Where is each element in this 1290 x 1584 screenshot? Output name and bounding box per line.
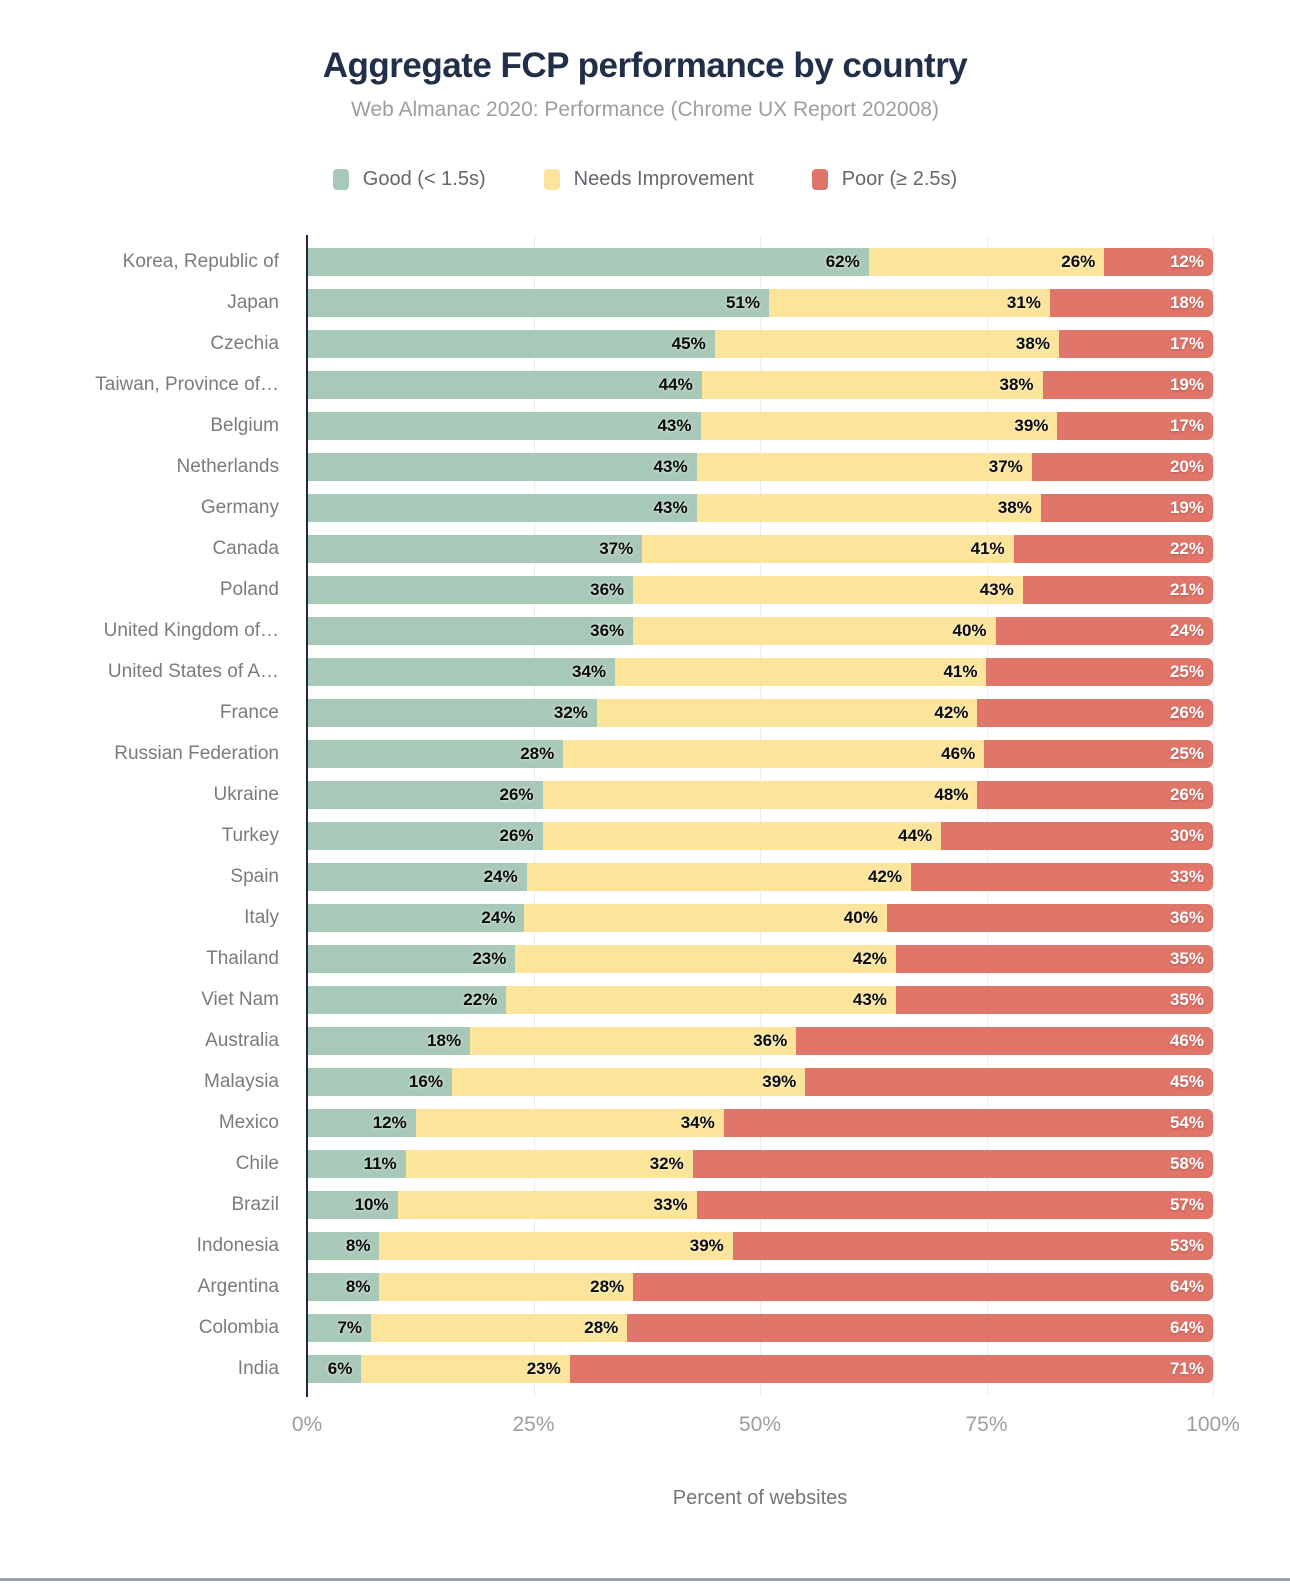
bar-segment[interactable] <box>371 1314 627 1342</box>
bar-segment[interactable] <box>1104 248 1213 276</box>
stacked-bar <box>307 330 1213 358</box>
bar-row <box>0 364 1290 405</box>
bar-segment[interactable] <box>633 1273 1213 1301</box>
bar-segment[interactable] <box>702 371 1043 399</box>
stacked-bar <box>307 904 1213 932</box>
bar-segment[interactable] <box>1057 412 1213 440</box>
bar-segment-value: 71% <box>1169 1358 1204 1378</box>
bar-segment[interactable] <box>1041 494 1213 522</box>
bar-segment-value: 19% <box>1169 497 1204 517</box>
bar-segment[interactable] <box>379 1232 732 1260</box>
bar-row <box>0 897 1290 938</box>
bar-segment[interactable] <box>1023 576 1213 604</box>
bar-segment[interactable] <box>543 822 942 850</box>
bar-segment-value: 24% <box>483 866 518 886</box>
stacked-bar <box>307 576 1213 604</box>
bar-segment-value: 36% <box>753 1030 788 1050</box>
bar-segment-value: 18% <box>1169 292 1204 312</box>
bar-segment-value: 25% <box>1169 743 1204 763</box>
bar-segment-value: 26% <box>1169 784 1204 804</box>
bar-segment[interactable] <box>1059 330 1213 358</box>
bar-row <box>0 405 1290 446</box>
stacked-bar <box>307 1232 1213 1260</box>
bar-segment[interactable] <box>697 494 1041 522</box>
bar-segment[interactable] <box>977 699 1213 727</box>
bar-segment-value: 28% <box>590 1276 625 1296</box>
bar-row <box>0 1348 1290 1389</box>
bar-segment-value: 43% <box>657 415 692 435</box>
stacked-bar <box>307 617 1213 645</box>
bar-row <box>0 282 1290 323</box>
stacked-bar <box>307 658 1213 686</box>
bar-segment[interactable] <box>1014 535 1213 563</box>
bar-segment[interactable] <box>984 740 1213 768</box>
bar-segment-value: 17% <box>1169 415 1204 435</box>
bar-segment-value: 36% <box>590 579 625 599</box>
x-tick-label: 25% <box>512 1413 555 1436</box>
category-label: Korea, Republic of <box>122 250 279 272</box>
bar-segment-value: 8% <box>345 1276 371 1296</box>
bar-segment[interactable] <box>307 658 615 686</box>
bar-segment[interactable] <box>869 248 1105 276</box>
stacked-bar <box>307 699 1213 727</box>
category-label: Viet Nam <box>201 988 279 1010</box>
bar-segment-value: 10% <box>354 1194 389 1214</box>
bar-segment[interactable] <box>307 1027 470 1055</box>
bar-segment[interactable] <box>307 822 543 850</box>
bar-segment-value: 58% <box>1169 1153 1204 1173</box>
bar-row <box>0 487 1290 528</box>
bar-row <box>0 774 1290 815</box>
bar-segment[interactable] <box>515 945 896 973</box>
legend-swatch-icon <box>333 169 349 190</box>
bar-segment-value: 33% <box>1169 866 1204 886</box>
bar-segment-value: 53% <box>1169 1235 1204 1255</box>
bar-segment-value: 64% <box>1169 1276 1204 1296</box>
stacked-bar <box>307 494 1213 522</box>
bar-segment-value: 57% <box>1169 1194 1204 1214</box>
bar-row <box>0 938 1290 979</box>
x-tick-label: 75% <box>965 1413 1008 1436</box>
bar-segment-value: 62% <box>825 251 860 271</box>
bar-segment-value: 46% <box>941 743 976 763</box>
bar-segment[interactable] <box>307 535 642 563</box>
bar-segment-value: 8% <box>345 1235 371 1255</box>
bar-row <box>0 446 1290 487</box>
bar-segment-value: 39% <box>1014 415 1049 435</box>
bar-segment[interactable] <box>307 330 715 358</box>
legend <box>0 168 1290 191</box>
bar-segment-value: 39% <box>689 1235 724 1255</box>
bar-row <box>0 1225 1290 1266</box>
category-label: Poland <box>219 578 279 600</box>
category-label: Japan <box>227 291 279 313</box>
bar-row <box>0 733 1290 774</box>
bar-segment-value: 34% <box>680 1112 715 1132</box>
x-tick-label: 0% <box>291 1413 323 1436</box>
bar-segment-value: 46% <box>1169 1030 1204 1050</box>
bar-segment[interactable] <box>307 617 633 645</box>
bar-segment-value: 23% <box>526 1358 561 1378</box>
bar-segment-value: 19% <box>1169 374 1204 394</box>
bar-segment-value: 51% <box>726 292 761 312</box>
bar-segment[interactable] <box>379 1273 633 1301</box>
stacked-bar <box>307 822 1213 850</box>
bar-segment[interactable] <box>693 1150 1213 1178</box>
bar-segment[interactable] <box>307 289 769 317</box>
bar-segment[interactable] <box>524 904 886 932</box>
bar-row <box>0 1143 1290 1184</box>
legend-swatch-icon <box>812 169 828 190</box>
x-tick-label: 100% <box>1186 1413 1240 1436</box>
stacked-bar <box>307 289 1213 317</box>
category-label: Malaysia <box>204 1070 279 1092</box>
bar-row <box>0 1266 1290 1307</box>
bar-segment-value: 33% <box>653 1194 688 1214</box>
bar-segment[interactable] <box>470 1027 796 1055</box>
x-axis-title: Percent of websites <box>672 1487 848 1509</box>
legend-item[interactable] <box>544 168 754 191</box>
bar-segment-value: 42% <box>867 866 902 886</box>
stacked-bar <box>307 740 1213 768</box>
bar-row <box>0 1061 1290 1102</box>
bar-segment-value: 39% <box>762 1071 797 1091</box>
bar-segment[interactable] <box>563 740 984 768</box>
bar-segment-value: 32% <box>649 1153 684 1173</box>
bar-segment-value: 43% <box>979 579 1014 599</box>
bar-segment-value: 43% <box>653 456 688 476</box>
bar-segment[interactable] <box>633 617 995 645</box>
category-label: Germany <box>200 496 279 518</box>
stacked-bar <box>307 1355 1213 1383</box>
bar-segment[interactable] <box>527 863 911 891</box>
bar-segment[interactable] <box>796 1027 1213 1055</box>
bar-segment-value: 40% <box>843 907 878 927</box>
bar-segment[interactable] <box>307 904 524 932</box>
stacked-bar <box>307 248 1213 276</box>
bar-segment[interactable] <box>627 1314 1213 1342</box>
category-label: Italy <box>244 906 279 928</box>
bar-row <box>0 1307 1290 1348</box>
x-tick-label: 50% <box>738 1413 782 1436</box>
x-axis-ticks <box>0 1397 1290 1441</box>
bar-segment[interactable] <box>1043 371 1213 399</box>
bar-segment[interactable] <box>941 822 1213 850</box>
legend-item[interactable] <box>812 168 957 191</box>
bar-row <box>0 979 1290 1020</box>
bar-segment-value: 44% <box>658 374 693 394</box>
bar-segment-value: 38% <box>1015 333 1050 353</box>
bar-segment[interactable] <box>307 740 563 768</box>
y-axis-line <box>306 235 308 1397</box>
bar-segment[interactable] <box>307 1355 361 1383</box>
stacked-bar <box>307 1027 1213 1055</box>
bar-segment-value: 48% <box>934 784 969 804</box>
category-label: Thailand <box>206 947 279 969</box>
bar-segment[interactable] <box>307 945 515 973</box>
bar-segment-value: 42% <box>934 702 969 722</box>
stacked-bar <box>307 781 1213 809</box>
category-label: France <box>219 701 279 723</box>
bar-segment-value: 21% <box>1169 579 1204 599</box>
bar-row <box>0 856 1290 897</box>
category-label: India <box>237 1357 279 1379</box>
bar-segment-value: 22% <box>1169 538 1204 558</box>
bar-segment-value: 32% <box>553 702 588 722</box>
bar-segment-value: 18% <box>427 1030 462 1050</box>
stacked-bar <box>307 945 1213 973</box>
bar-segment[interactable] <box>307 371 702 399</box>
bar-row <box>0 815 1290 856</box>
plot-area <box>0 235 1290 1397</box>
bar-segment-value: 26% <box>499 825 534 845</box>
chart-title: Aggregate FCP performance by country <box>322 46 968 85</box>
bar-segment-value: 35% <box>1169 948 1204 968</box>
legend-item[interactable] <box>333 168 486 191</box>
category-label: Argentina <box>197 1275 279 1297</box>
bar-row <box>0 241 1290 282</box>
bar-segment[interactable] <box>996 617 1213 645</box>
bar-segment[interactable] <box>1050 289 1213 317</box>
bar-segment-value: 38% <box>997 497 1032 517</box>
category-label: United States of A… <box>107 660 279 682</box>
bar-segment-value: 37% <box>988 456 1023 476</box>
bar-row <box>0 610 1290 651</box>
chart-subtitle: Web Almanac 2020: Performance (Chrome UX Report 202008) <box>351 98 939 121</box>
bar-segment[interactable] <box>715 330 1059 358</box>
bar-segment-value: 31% <box>1006 292 1041 312</box>
bar-segment[interactable] <box>615 658 986 686</box>
bar-segment[interactable] <box>398 1191 697 1219</box>
category-label: Russian Federation <box>114 742 279 764</box>
bar-segment-value: 37% <box>599 538 634 558</box>
bar-segment-value: 38% <box>999 374 1034 394</box>
bars-area <box>0 235 1290 1389</box>
bar-segment-value: 44% <box>898 825 933 845</box>
bar-segment-value: 11% <box>363 1153 397 1173</box>
bar-segment[interactable] <box>307 248 869 276</box>
bar-segment[interactable] <box>896 986 1213 1014</box>
bar-segment[interactable] <box>543 781 978 809</box>
bar-segment[interactable] <box>307 1314 371 1342</box>
bar-segment-value: 22% <box>463 989 498 1009</box>
bar-segment[interactable] <box>911 863 1213 891</box>
bar-segment-value: 26% <box>499 784 534 804</box>
bar-segment[interactable] <box>724 1109 1213 1137</box>
bar-segment-value: 6% <box>327 1358 353 1378</box>
bar-segment[interactable] <box>307 1068 452 1096</box>
stacked-bar <box>307 1191 1213 1219</box>
category-label: Ukraine <box>213 783 279 805</box>
bar-segment-value: 20% <box>1169 456 1204 476</box>
bar-segment[interactable] <box>307 1150 406 1178</box>
bar-segment-value: 43% <box>852 989 887 1009</box>
stacked-bar <box>307 371 1213 399</box>
bar-segment-value: 30% <box>1169 825 1204 845</box>
stacked-bar <box>307 863 1213 891</box>
bar-row <box>0 1184 1290 1225</box>
bar-segment[interactable] <box>406 1150 693 1178</box>
bar-segment-value: 36% <box>1169 907 1204 927</box>
bar-row <box>0 692 1290 733</box>
bar-segment-value: 41% <box>943 661 978 681</box>
category-label: Turkey <box>221 824 279 846</box>
bar-segment[interactable] <box>452 1068 805 1096</box>
bar-segment[interactable] <box>307 412 701 440</box>
legend-label: Needs Improvement <box>573 168 754 190</box>
bar-segment[interactable] <box>697 1191 1213 1219</box>
legend-label: Good (< 1.5s) <box>362 168 486 190</box>
bar-row <box>0 528 1290 569</box>
bar-segment-value: 36% <box>590 620 625 640</box>
bar-segment[interactable] <box>570 1355 1213 1383</box>
bar-segment[interactable] <box>361 1355 569 1383</box>
bar-segment[interactable] <box>307 1273 379 1301</box>
bar-segment[interactable] <box>307 453 697 481</box>
bar-segment[interactable] <box>769 289 1050 317</box>
stacked-bar <box>307 453 1213 481</box>
bar-segment-value: 64% <box>1169 1317 1204 1337</box>
stacked-bar <box>307 1068 1213 1096</box>
category-label: Australia <box>205 1029 279 1051</box>
bar-row <box>0 1102 1290 1143</box>
bar-segment[interactable] <box>887 904 1213 932</box>
bar-segment-value: 41% <box>970 538 1005 558</box>
bar-segment-value: 42% <box>852 948 887 968</box>
bar-segment[interactable] <box>307 781 543 809</box>
bar-segment[interactable] <box>307 494 697 522</box>
stacked-bar <box>307 535 1213 563</box>
bar-segment[interactable] <box>597 699 978 727</box>
category-label: Netherlands <box>176 455 279 477</box>
bar-segment-value: 12% <box>372 1112 407 1132</box>
bar-segment-value: 16% <box>408 1071 443 1091</box>
stacked-bar <box>307 412 1213 440</box>
bar-segment[interactable] <box>697 453 1032 481</box>
category-label: Brazil <box>231 1193 279 1215</box>
bar-segment[interactable] <box>307 1109 416 1137</box>
bar-segment[interactable] <box>506 986 896 1014</box>
category-label: Mexico <box>218 1111 279 1133</box>
category-label: United Kingdom of… <box>103 619 279 641</box>
category-label: Spain <box>230 865 279 887</box>
stacked-bar <box>307 1150 1213 1178</box>
category-label: Taiwan, Province of… <box>95 373 279 395</box>
bar-row <box>0 323 1290 364</box>
bar-segment-value: 25% <box>1169 661 1204 681</box>
bar-segment-value: 26% <box>1061 251 1096 271</box>
bar-segment[interactable] <box>896 945 1213 973</box>
legend-label: Poor (≥ 2.5s) <box>841 168 958 190</box>
bar-segment-value: 17% <box>1169 333 1204 353</box>
bar-segment[interactable] <box>633 576 1023 604</box>
bar-segment[interactable] <box>642 535 1013 563</box>
bar-row <box>0 1020 1290 1061</box>
bar-segment-value: 23% <box>472 948 507 968</box>
stacked-bar <box>307 1273 1213 1301</box>
category-label: Canada <box>212 537 279 559</box>
bar-segment-value: 34% <box>572 661 607 681</box>
bar-segment-value: 45% <box>1169 1071 1204 1091</box>
bar-segment-value: 40% <box>952 620 987 640</box>
bar-segment[interactable] <box>416 1109 724 1137</box>
bar-segment-value: 28% <box>520 743 555 763</box>
bar-segment[interactable] <box>1032 453 1213 481</box>
category-label: Indonesia <box>196 1234 279 1256</box>
bar-segment-value: 12% <box>1169 251 1204 271</box>
bar-row <box>0 651 1290 692</box>
bar-segment[interactable] <box>733 1232 1213 1260</box>
bar-segment-value: 54% <box>1169 1112 1204 1132</box>
bar-segment-value: 43% <box>653 497 688 517</box>
bar-segment-value: 7% <box>337 1317 363 1337</box>
bar-segment-value: 45% <box>671 333 706 353</box>
bar-segment-value: 24% <box>481 907 516 927</box>
stacked-bar <box>307 1109 1213 1137</box>
bar-segment-value: 35% <box>1169 989 1204 1009</box>
bar-segment[interactable] <box>701 412 1058 440</box>
stacked-bar <box>307 1314 1213 1342</box>
category-label: Belgium <box>210 414 279 436</box>
category-label: Colombia <box>198 1316 279 1338</box>
bar-segment[interactable] <box>307 576 633 604</box>
legend-swatch-icon <box>544 169 560 190</box>
bar-segment[interactable] <box>307 699 597 727</box>
category-label: Chile <box>235 1152 279 1174</box>
bar-segment[interactable] <box>977 781 1213 809</box>
category-label: Czechia <box>210 332 279 354</box>
stacked-bar <box>307 986 1213 1014</box>
bar-segment-value: 24% <box>1169 620 1204 640</box>
bar-segment-value: 28% <box>584 1317 619 1337</box>
bar-segment[interactable] <box>307 1191 398 1219</box>
bottom-rule <box>0 1578 1290 1581</box>
bar-segment[interactable] <box>307 1232 379 1260</box>
bar-row <box>0 569 1290 610</box>
bar-segment-value: 26% <box>1169 702 1204 722</box>
bar-segment[interactable] <box>307 863 527 891</box>
bar-segment[interactable] <box>986 658 1213 686</box>
bar-segment[interactable] <box>805 1068 1213 1096</box>
bar-segment[interactable] <box>307 986 506 1014</box>
